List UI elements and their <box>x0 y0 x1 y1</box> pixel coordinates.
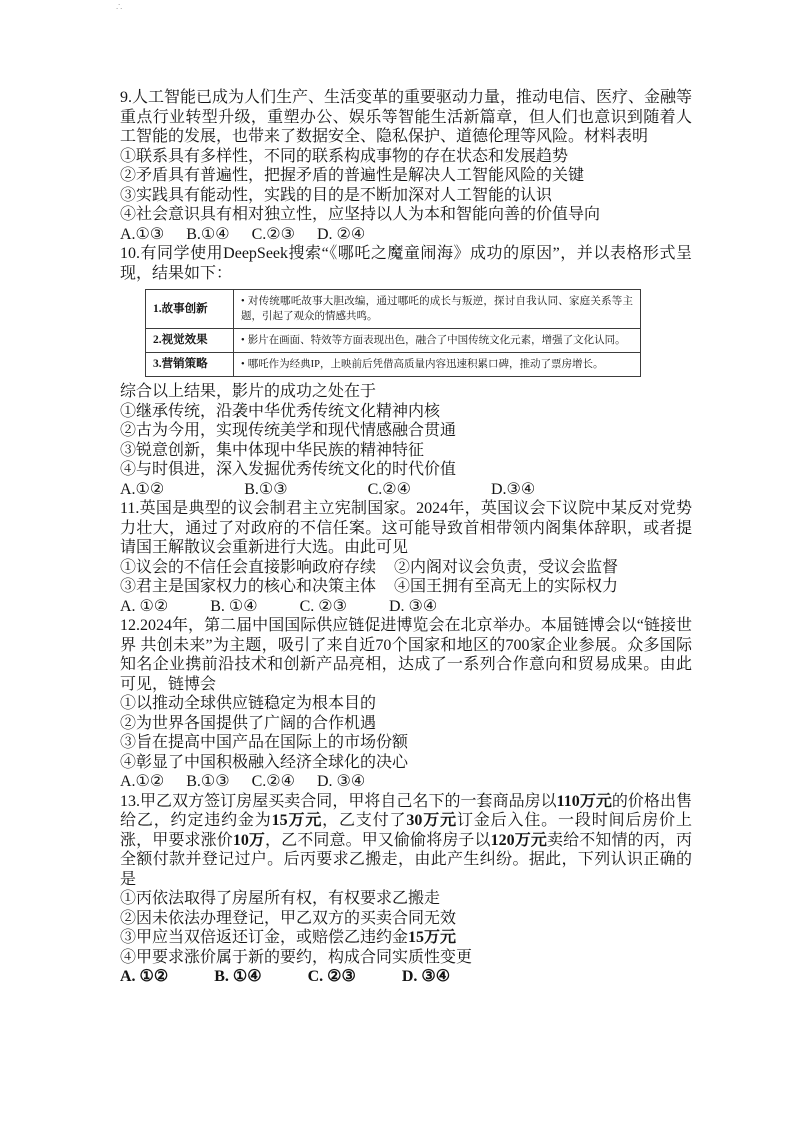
answer-option-a: A.①② <box>120 480 165 498</box>
question-11-choice-row-2 <box>120 577 692 597</box>
question-10-choice-2: ②古为今用，实现传统美学和现代情感融合贯通 <box>120 422 457 439</box>
answer-option-b: B.①③ <box>244 480 288 498</box>
question-10-choice-4: ④与时俱进，深入发掘优秀传统文化的时代价值 <box>120 461 457 478</box>
answer-option-a: A. ①② <box>120 968 169 985</box>
question-12-choice-4: ④彰显了中国积极融入经济全球化的决心 <box>120 753 409 771</box>
scan-artifact-mark: ∴ <box>116 2 123 13</box>
bullet-icon: • <box>241 335 245 346</box>
answer-option-a: A.①③ <box>120 225 165 243</box>
answer-option-d: D. ③④ <box>388 597 438 615</box>
stem-text: 13.甲乙双方签订房屋买卖合同，甲将自己名下的一套商品房以 <box>120 792 557 810</box>
question-12 <box>120 616 692 792</box>
question-9-choice-3: ③实践具有能动性，实践的目的是不断加深对人工智能的认识 <box>120 186 553 204</box>
question-11-choice-1: ①议会的不信任会直接影响政府存续 <box>120 558 377 576</box>
question-11-choice-3: ③君主是国家权力的核心和决策主体 <box>120 578 377 595</box>
table-row-label: 3.营销策略 <box>146 353 234 377</box>
table-row-text <box>234 353 641 377</box>
stem-bold-price: 110万元 <box>556 792 612 810</box>
question-10-answers <box>120 480 692 500</box>
answer-option-b: B. ①④ <box>214 968 262 985</box>
bullet-icon: • <box>241 359 245 370</box>
question-12-choice-1: ①以推动全球供应链稳定为根本目的 <box>120 695 377 712</box>
question-10-followup: 综合以上结果，影片的成功之处在于 <box>120 383 377 400</box>
answer-option-b: B. ①④ <box>210 597 258 615</box>
question-10-choice-1: ①继承传统，沿袭中华优秀传统文化精神内核 <box>120 402 441 420</box>
question-13 <box>120 792 692 987</box>
question-12-choice-3: ③旨在提高中国产品在国际上的市场份额 <box>120 734 409 751</box>
question-9-choice-4: ④社会意识具有相对独立性，应坚持以人为本和智能向善的价值导向 <box>120 206 601 223</box>
question-13-choice-1: ①丙依法取得了房屋所有权，有权要求乙搬走 <box>120 890 441 907</box>
stem-bold-resale: 120万元 <box>490 831 548 849</box>
answer-option-c: C.②④ <box>367 480 411 498</box>
stem-bold-penalty: 15万元 <box>271 812 323 829</box>
answer-option-b: B.①④ <box>186 225 230 243</box>
table-row-text <box>234 290 641 329</box>
answer-option-d: D. ③④ <box>401 968 451 985</box>
question-9-choice-2: ②矛盾具有普遍性，把握矛盾的普遍性是解决人工智能风险的关键 <box>120 167 585 184</box>
answer-option-c: C. ②③ <box>299 597 347 615</box>
answer-option-b: B.①③ <box>186 773 230 790</box>
answer-option-c: C.②④ <box>251 773 295 790</box>
question-12-stem: 12.2024年，第二届中国国际供应链促进博览会在北京举办。本届链博会以“链接世界 共创未来”为主题，吸引了来自近70个国家和地区的700家企业参展。众多国际知名企业携前沿技术和创新产品亮相，达成了一系列合作意向和贸易成果。由此可见，链博会 <box>120 617 692 693</box>
question-11 <box>120 499 692 616</box>
stem-bold-deposit: 30万元 <box>406 812 457 829</box>
stem-text: 的价格出售给乙，约定违约金为 <box>120 792 692 829</box>
question-13-choice-2: ②因未依法办理登记，甲乙双方的买卖合同无效 <box>120 909 457 927</box>
answer-option-d: D.③④ <box>490 480 536 498</box>
question-9-answers <box>120 225 692 245</box>
answer-option-c: C.②③ <box>251 225 295 243</box>
question-9 <box>120 88 692 244</box>
stem-text: 卖给不知情的丙，丙全额付款并登记过户。后丙要求乙搬走，由此产生纠纷。据此，下列认识正确的是 <box>120 831 692 888</box>
question-12-answers <box>120 772 692 792</box>
stem-text: ，乙支付了 <box>322 812 407 829</box>
question-9-stem: 9.人工智能已成为人们生产、生活变革的重要驱动力量，推动电信、医疗、金融等重点行业转型升级，重塑办公、娱乐等智能生活新篇章，但人们也意识到随着人工智能的发展，也带来了数据安全、隐私保护、道德伦理等风险。材料表明 <box>120 89 693 145</box>
question-10-stem: 10.有同学使用DeepSeek搜索“《哪吒之魔童闹海》成功的原因”，并以表格形式呈现，结果如下： <box>120 245 692 282</box>
question-13-stem <box>120 792 692 890</box>
question-10-choice-3: ③锐意创新，集中体现中华民族的精神特征 <box>120 441 425 459</box>
question-12-choice-2: ②为世界各国提供了广阔的合作机遇 <box>120 714 377 732</box>
question-11-answers <box>120 597 692 617</box>
answer-option-a: A.①② <box>120 773 165 790</box>
stem-bold-raise: 10万 <box>232 831 266 849</box>
question-13-choice-4: ④甲要求涨价属于新的要约，构成合同实质性变更 <box>120 948 473 966</box>
choice-text: ③甲应当双倍返还订金，或赔偿乙违约金 <box>120 929 409 946</box>
table-row-label: 2.视觉效果 <box>146 329 234 353</box>
table-cell-text: 对传统哪吒故事大胆改编，通过哪吒的成长与叛逆，探讨自我认同、家庭关系等主题，引起了观众的情感共鸣。 <box>241 296 633 322</box>
bullet-icon: • <box>241 296 245 307</box>
question-11-choice-row-1 <box>120 558 692 578</box>
table-row-visual <box>146 329 641 353</box>
table-row-label: 1.故事创新 <box>146 290 234 329</box>
answer-option-d: D. ③④ <box>316 773 366 790</box>
question-11-choice-2: ②内阁对议会负责，受议会监督 <box>394 558 619 576</box>
answer-option-a: A. ①② <box>120 597 169 615</box>
question-13-answers <box>120 967 692 987</box>
question-10 <box>120 244 692 499</box>
question-11-choice-4: ④国王拥有至高无上的实际权力 <box>394 578 619 595</box>
question-9-choice-1: ①联系具有多样性，不同的联系构成事物的存在状态和发展趋势 <box>120 147 569 165</box>
table-cell-text: 影片在画面、特效等方面表现出色，融合了中国传统文化元素，增强了文化认同。 <box>247 335 626 346</box>
choice-bold-penalty: 15万元 <box>408 929 457 946</box>
answer-option-c: C. ②③ <box>307 968 356 985</box>
table-cell-text: 哪吒作为经典IP，上映前后凭借高质量内容迅速积累口碑，推动了票房增长。 <box>247 359 604 370</box>
stem-text: 订金后入住。一段时间后房价上涨，甲要求涨价 <box>120 812 692 849</box>
answer-option-d: D. ②④ <box>316 225 366 243</box>
deepseek-result-table <box>145 289 641 377</box>
stem-text: ，乙不同意。甲又偷偷将房子以 <box>265 831 491 849</box>
table-row-marketing <box>146 353 641 377</box>
question-13-choice-3 <box>120 928 692 948</box>
question-11-stem: 11.英国是典型的议会制君主立宪制国家。2024年，英国议会下议院中某反对党势力壮大，通过了对政府的不信任案。这可能导致首相带领内阁集体辞职，或者提请国王解散议会重新进行大选。由此可见 <box>120 500 692 556</box>
table-row-text <box>234 329 641 353</box>
table-row-story <box>146 290 641 329</box>
